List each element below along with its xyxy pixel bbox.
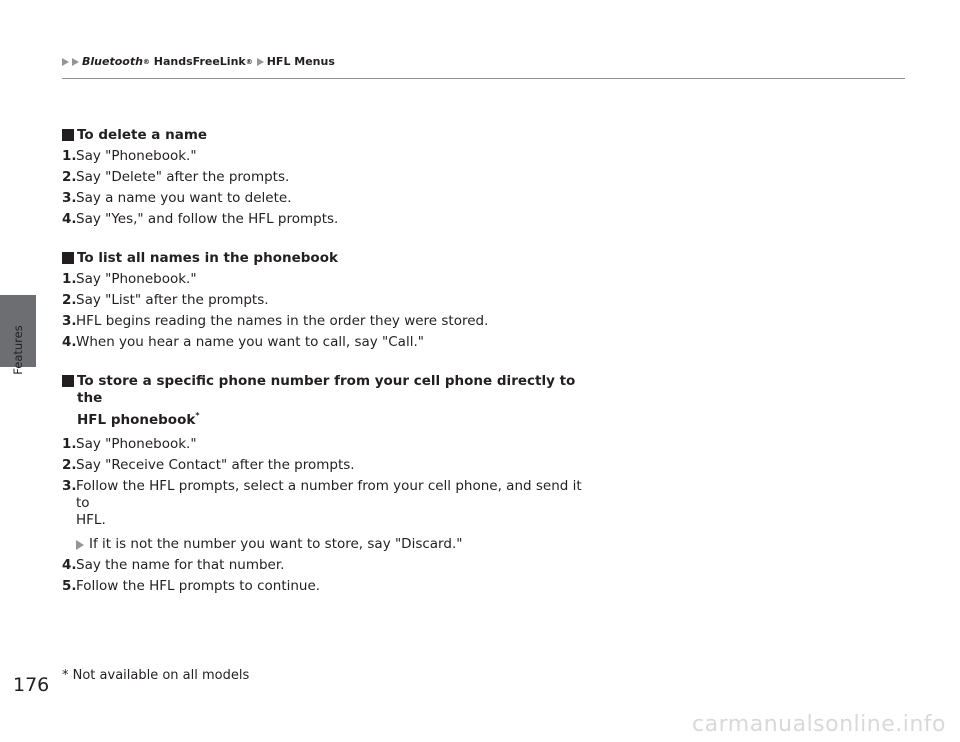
breadcrumb-arrow-icon: [72, 58, 79, 66]
list-item: [62, 311, 582, 332]
step-text: Say "Phonebook.": [76, 271, 197, 287]
footnote-marker: *: [195, 411, 200, 420]
arrow-right-icon: [76, 540, 84, 550]
list-item: [62, 476, 582, 529]
main-content: [62, 127, 582, 597]
step-number: 1.: [62, 271, 77, 287]
step-text: Say "Phonebook.": [76, 148, 197, 164]
step-number: 1.: [62, 148, 77, 164]
list-item: [62, 555, 582, 576]
section-store-number: [62, 373, 582, 597]
step-number: 4.: [62, 334, 77, 350]
square-bullet-icon: [62, 375, 74, 387]
list-item: [62, 269, 582, 290]
step-number: 3.: [62, 190, 77, 206]
breadcrumb-arrow-icon: [257, 58, 264, 66]
step-text-line2: HFL.: [76, 512, 106, 528]
breadcrumb-handsfreelink[interactable]: HandsFreeLink: [149, 55, 246, 68]
square-bullet-icon: [62, 252, 74, 264]
square-bullet-icon: [62, 129, 74, 141]
section-tab-label: Features: [11, 325, 25, 375]
step-text: HFL begins reading the names in the order they were stored.: [76, 313, 489, 329]
footnote: * Not available on all models: [62, 668, 250, 683]
step-number: 3.: [62, 478, 77, 494]
step-text: Say "List" after the prompts.: [76, 292, 269, 308]
section-heading: [62, 373, 582, 429]
section-list-names: [62, 250, 582, 353]
list-item: [62, 290, 582, 311]
step-text: When you hear a name you want to call, say "Call.": [76, 334, 424, 350]
section-heading-text-line2: HFL phonebook: [77, 412, 196, 428]
step-text: Follow the HFL prompts, select a number from your cell phone, and send it to: [76, 478, 582, 511]
step-number: 3.: [62, 313, 77, 329]
step-number: 2.: [62, 292, 77, 308]
watermark: carmanualsonline.info: [692, 712, 946, 737]
list-item: [62, 188, 582, 209]
step-text: Say "Phonebook.": [76, 436, 197, 452]
step-text: Say "Yes," and follow the HFL prompts.: [76, 211, 339, 227]
page-number: 176: [13, 674, 50, 696]
section-heading-text: To delete a name: [77, 127, 208, 143]
list-item: [62, 146, 582, 167]
step-number: 2.: [62, 169, 77, 185]
section-heading: [62, 250, 582, 267]
section-delete-name: [62, 127, 582, 230]
sub-note-text: If it is not the number you want to store, say "Discard.": [89, 536, 463, 552]
list-item: [62, 455, 582, 476]
header-divider: [62, 78, 905, 79]
section-heading-text: To store a specific phone number from your cell phone directly to the: [77, 373, 576, 406]
list-item: [62, 332, 582, 353]
step-text: Say a name you want to delete.: [76, 190, 292, 206]
step-text: Say the name for that number.: [76, 557, 285, 573]
list-item: [62, 209, 582, 230]
list-item: [62, 576, 582, 597]
list-item: [62, 167, 582, 188]
step-text: Follow the HFL prompts to continue.: [76, 578, 321, 594]
breadcrumb-bluetooth[interactable]: Bluetooth: [82, 55, 143, 68]
list-item: [62, 434, 582, 455]
registered-mark: ®: [142, 57, 150, 66]
breadcrumb-arrow-icon: [62, 58, 69, 66]
registered-mark: ®: [245, 57, 253, 66]
breadcrumb: [62, 55, 335, 68]
step-text: Say "Delete" after the prompts.: [76, 169, 290, 185]
breadcrumb-hfl-menus[interactable]: HFL Menus: [266, 55, 335, 68]
step-number: 5.: [62, 578, 77, 594]
step-number: 2.: [62, 457, 77, 473]
step-number: 4.: [62, 211, 77, 227]
step-text: Say "Receive Contact" after the prompts.: [76, 457, 355, 473]
sub-note: [62, 534, 582, 555]
section-heading: [62, 127, 582, 144]
section-heading-text: To list all names in the phonebook: [77, 250, 338, 266]
step-number: 1.: [62, 436, 77, 452]
step-number: 4.: [62, 557, 77, 573]
